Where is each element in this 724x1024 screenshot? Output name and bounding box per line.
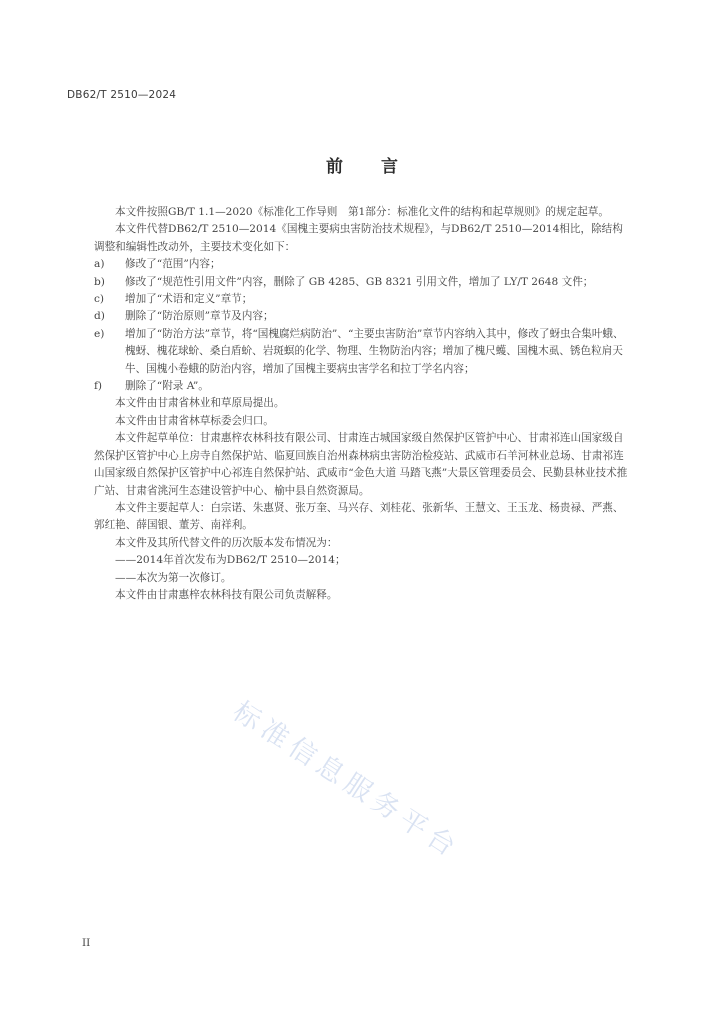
change-item-text: 删除了“附录 A”。 [125, 380, 209, 393]
change-item-mark: f) [94, 380, 103, 393]
page-number: II [82, 937, 91, 949]
change-item-mark: e) [94, 327, 105, 340]
paragraph-drafting-rules: 本文件按照GB/T 1.1—2020《标准化工作导则 第1部分：标准化文件的结构和起草规则》的规定起草。 [115, 206, 609, 218]
paragraph-interpretation: 本文件由甘肃惠梓农林科技有限公司负责解释。 [115, 588, 338, 601]
paragraph-replacement: 本文件代替DB62/T 2510—2014《国槐主要病虫害防治技术规程》，与DB62/T 2510—2014相比，除结构调整和编辑性改动外，主要技术变化如下： [94, 223, 623, 253]
change-item-text: 增加了“防治方法”章节，将“国槐腐烂病防治”、“主要虫害防治”章节内容纳入其中，修改了蚜虫合集叶蛾、槐蚜、槐花球蚧、桑白盾蚧、岩斑螟的化学、物理、生物防治内容；增加了槐尺蠖、国槐木虱、锈色粒肩天牛、国槐小卷蛾的防治内容，增加了国槐主要病虫害学名和拉丁学名内容； [125, 327, 624, 375]
paragraph-drafting-units: 本文件起草单位：甘肃惠梓农林科技有限公司、甘肃连古城国家级自然保护区管护中心、甘肃祁连山国家级自然保护区管护中心上房寺自然保护站、临夏回族自治州森林病虫害防治检疫站、武威市石羊河林业总场、甘肃祁连山国家级自然保护区管护中心祁连自然保护站、武威市“金色大道 马踏飞燕”大景区管理委员会、民勤县林业技术推广站、甘肃省洮河生态建设管护中心、榆中县自然资源局。 [94, 432, 628, 497]
change-item [94, 274, 632, 291]
foreword-body [94, 204, 632, 604]
change-item [94, 308, 632, 325]
title-char-1: 前 [326, 157, 343, 177]
paragraph-history-first: ——2014年首次发布为DB62/T 2510—2014； [115, 554, 346, 567]
paragraph-proposer: 本文件由甘肃省林业和草原局提出。 [115, 397, 285, 410]
change-item-mark: d) [94, 310, 105, 323]
change-item-mark: b) [94, 275, 105, 288]
change-item-mark: a) [94, 258, 105, 271]
paragraph-history-revision: ——本次为第一次修订。 [115, 571, 232, 584]
paragraph-responsible-committee: 本文件由甘肃省林草标委会归口。 [115, 414, 274, 427]
change-item [94, 378, 632, 395]
change-item [94, 256, 632, 273]
watermark-text: 标准信息服务平台 [227, 695, 466, 866]
title-char-2: 言 [381, 157, 398, 177]
change-item [94, 291, 632, 308]
page-title [0, 152, 724, 177]
change-item-text: 删除了“防治原则”章节及内容； [125, 310, 274, 323]
change-item-text: 修改了“范围”内容； [125, 258, 221, 271]
change-item [94, 326, 632, 378]
standard-code: DB62/T 2510—2024 [67, 89, 177, 101]
change-item-mark: c) [94, 293, 105, 306]
paragraph-history-intro: 本文件及其所代替文件的历次版本发布情况为： [115, 536, 338, 549]
paragraph-drafters: 本文件主要起草人：白宗诺、朱惠贤、张万奎、马兴存、刘桂花、张新华、王慧文、王玉龙、杨贵禄、严燕、郭红艳、薛国银、董芳、南祥利。 [94, 501, 624, 532]
change-item-text: 增加了“术语和定义”章节； [125, 293, 253, 306]
change-item-text: 修改了“规范性引用文件”内容，删除了 GB 4285、GB 8321 引用文件，增加了 LY/T 2648 文件； [125, 275, 594, 288]
